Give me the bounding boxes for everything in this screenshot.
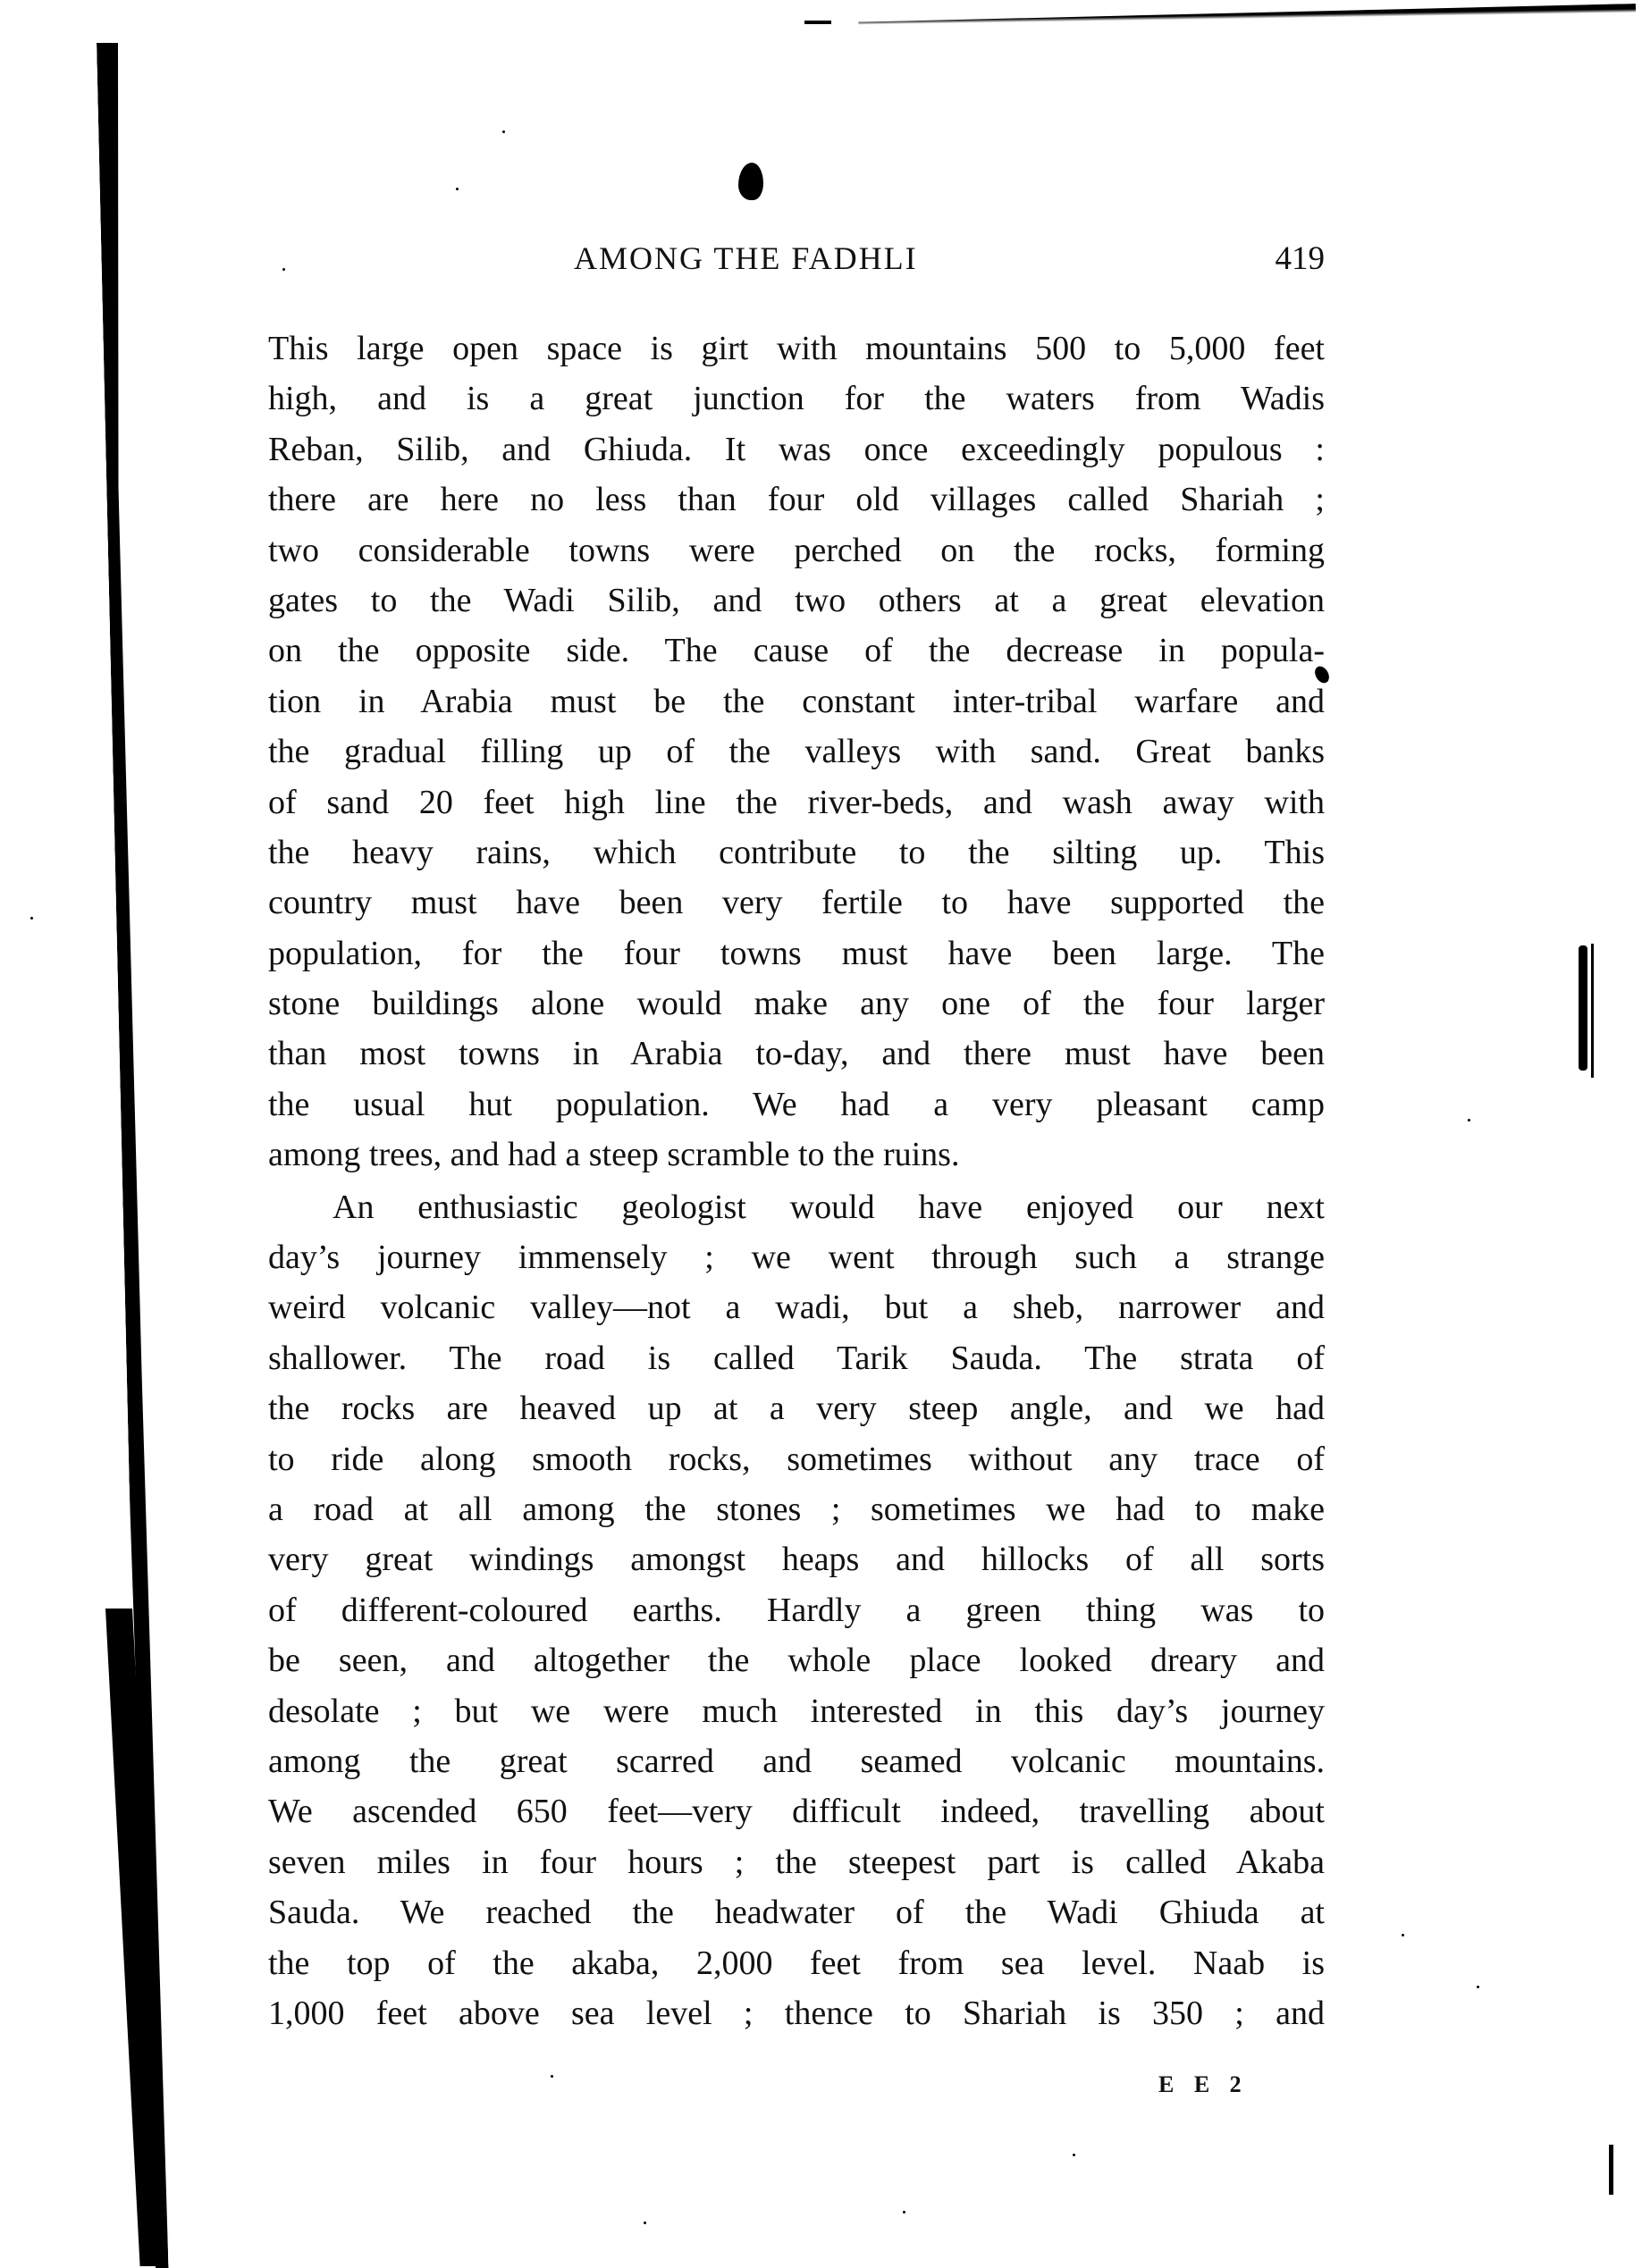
scan-mark-right-thin	[1591, 944, 1594, 1078]
running-title: AMONG THE FADHLI	[574, 240, 918, 276]
text-line: very great windings amongst heaps and hillocks of all sorts	[268, 1541, 1325, 1579]
speck	[1402, 1934, 1404, 1936]
text-line: a road at all among the stones ; sometimes we had to make	[268, 1490, 1325, 1528]
text-line: the rocks are heaved up at a very steep angle, and we had	[268, 1390, 1325, 1428]
paragraph	[268, 323, 1325, 1180]
text-line: among trees, and had a steep scramble to the ruins.	[268, 1136, 960, 1174]
text-line: the top of the akaba, 2,000 feet from sea level. Naab is	[268, 1944, 1325, 1982]
text-line: We ascended 650 feet—very difficult indeed, travelling about	[268, 1793, 1325, 1831]
text-line: population, for the four towns must have been large. The	[268, 934, 1325, 972]
text-line: than most towns in Arabia to-day, and there must have been	[268, 1035, 1325, 1073]
speck	[551, 2075, 553, 2078]
text-line: gates to the Wadi Silib, and two others at a great elevation	[268, 581, 1325, 619]
text-line: day’s journey immensely ; we went through such a strange	[268, 1239, 1325, 1277]
text-line: Reban, Silib, and Ghiuda. It was once exceedingly populous :	[268, 430, 1325, 468]
scan-edge-top-fragment	[804, 21, 831, 24]
speck	[903, 2211, 905, 2213]
text-line: seven miles in four hours ; the steepest part is called Akaba	[268, 1843, 1325, 1881]
page-number: 419	[1275, 240, 1325, 277]
speck	[1477, 1986, 1479, 1988]
text-line: shallower. The road is called Tarik Sauda. The strata of	[268, 1339, 1325, 1377]
text-line: the usual hut population. We had a very pleasant camp	[268, 1085, 1325, 1123]
text-line: the heavy rains, which contribute to the silting up. This	[268, 833, 1325, 871]
signature-mark: E E 2	[1158, 2071, 1249, 2097]
scan-mark-bottom-right	[1609, 2145, 1613, 2195]
speck	[1468, 1119, 1470, 1121]
text-line: weird volcanic valley—not a wadi, but a sheb, narrower and	[268, 1289, 1325, 1327]
speck	[644, 2222, 646, 2224]
speck	[502, 130, 505, 133]
text-line: An enthusiastic geologist would have enjoyed our next	[333, 1188, 1325, 1226]
text-line: high, and is a great junction for the waters from Wadis	[268, 380, 1325, 418]
scan-mark-right	[1579, 945, 1587, 1071]
body-text	[268, 323, 1325, 2038]
speck	[1073, 2154, 1075, 2156]
text-line: there are here no less than four old villages called Shariah ;	[268, 481, 1325, 519]
text-line: Sauda. We reached the headwater of the Wadi Ghiuda at	[268, 1894, 1325, 1932]
speck	[30, 917, 33, 920]
text-line: two considerable towns were perched on the rocks, forming	[268, 531, 1325, 569]
text-line: desolate ; but we were much interested in this day’s journey	[268, 1692, 1325, 1730]
text-line: of sand 20 feet high line the river-beds, and wash away with	[268, 783, 1325, 821]
text-line: This large open space is girt with mountains 500 to 5,000 feet	[268, 330, 1325, 367]
speck	[456, 188, 459, 190]
text-line: tion in Arabia must be the constant inter-tribal warfare and	[268, 682, 1325, 720]
text-line: to ride along smooth rocks, sometimes without any trace of	[268, 1440, 1325, 1478]
text-line: the gradual filling up of the valleys with sand. Great banks	[268, 733, 1325, 771]
text-line: be seen, and altogether the whole place looked dreary and	[268, 1642, 1325, 1680]
text-line: among the great scarred and seamed volcanic mountains.	[268, 1742, 1325, 1780]
scan-edge-top	[858, 4, 1636, 25]
text-line: country must have been very fertile to have supported the	[268, 884, 1325, 922]
text-line: of different-coloured earths. Hardly a green thing was to	[268, 1591, 1325, 1629]
ink-blot	[738, 163, 763, 200]
paragraph	[268, 1182, 1325, 2039]
text-line: stone buildings alone would make any one of the four larger	[268, 985, 1325, 1023]
text-line: on the opposite side. The cause of the decrease in popula-	[268, 632, 1325, 670]
text-line: 1,000 feet above sea level ; thence to Shariah is 350 ; and	[268, 1994, 1325, 2032]
running-head	[268, 239, 1325, 293]
